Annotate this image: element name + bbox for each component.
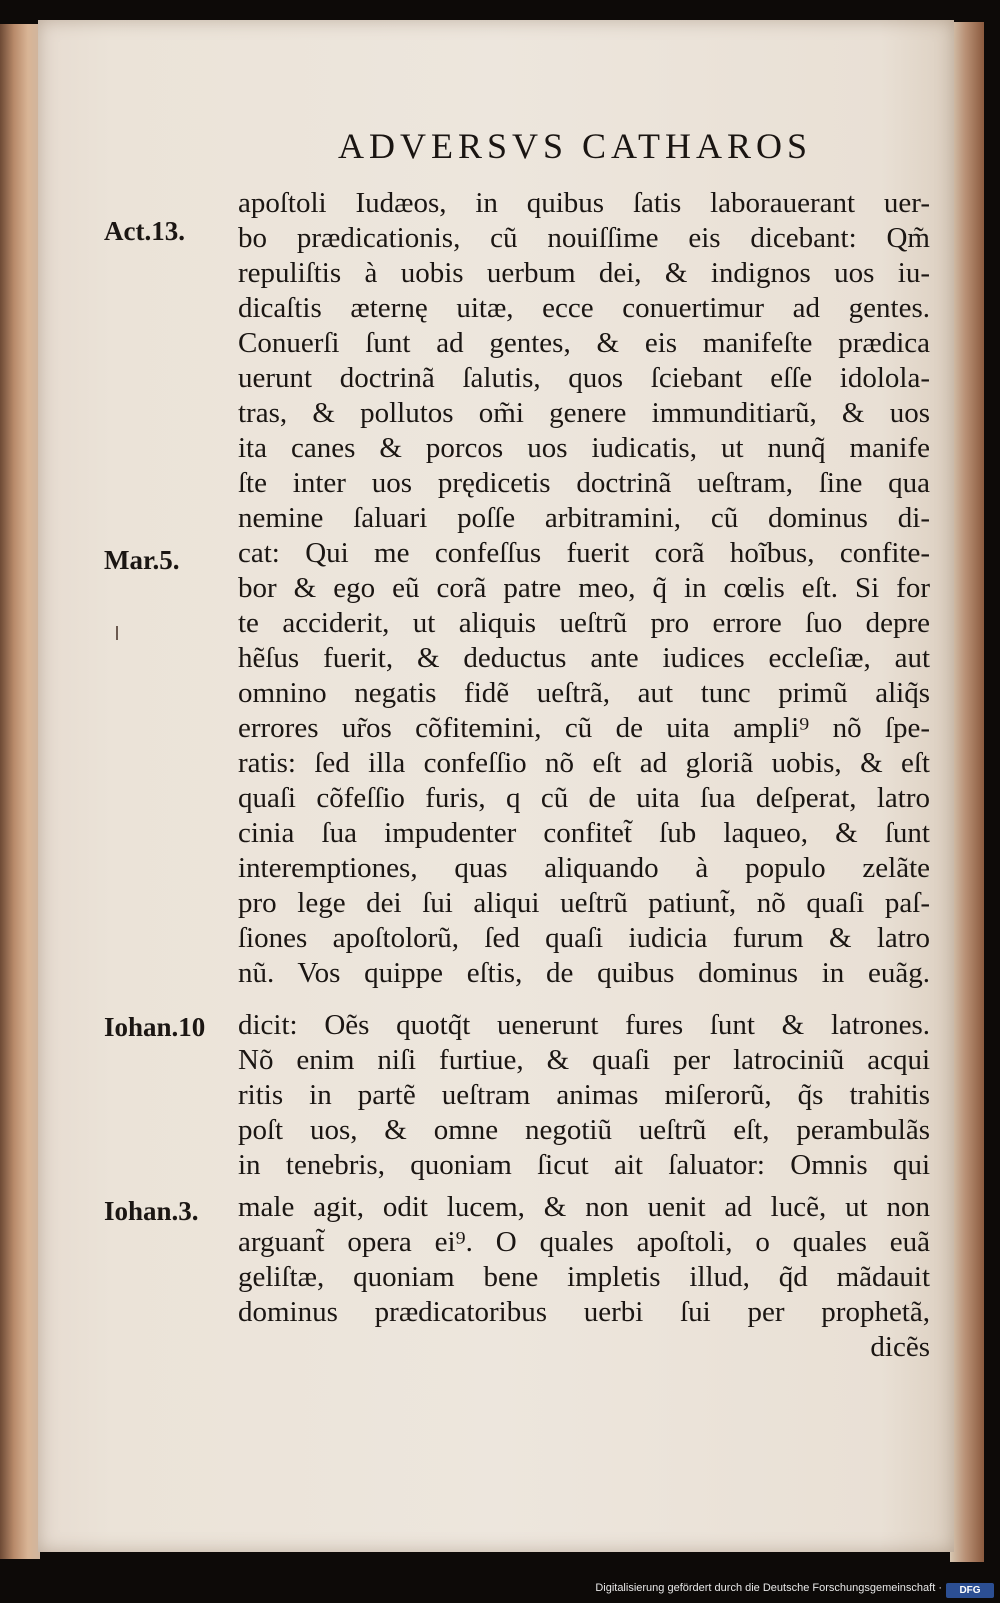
text-line-17: ratis: ſed illa confeſſio nõ eſt ad gloriã uobis, & eſt xyxy=(238,747,930,779)
text-line-3: repuliſtis à uobis uerbum dei, & indignos uos iu- xyxy=(238,257,930,289)
text-line-6: uerunt doctrinã ſalutis, quos ſciebant eſſe idolola- xyxy=(238,362,930,394)
marginal-note-mar: Mar.5. xyxy=(104,545,180,575)
text-line-13: te acciderit, ut aliquis ueſtrũ pro errore ſuo depre xyxy=(238,607,930,639)
text-line-29: male agit, odit lucem, & non uenit ad lucẽ, ut non xyxy=(238,1191,930,1223)
text-line-1: apoſtoli Iudæos, in quibus ſatis laborauerant uer- xyxy=(238,187,930,219)
text-line-4: dicaſtis æternę uitæ, ecce conuertimur ad gentes. xyxy=(238,292,930,324)
text-line-16: errores ur̃os cõfitemini, cũ de uita ampli⁹ nõ ſpe- xyxy=(238,712,930,744)
text-line-27: poſt uos, & omne negotiũ ueſtrũ eſt, perambulãs xyxy=(238,1114,930,1146)
text-line-18: quaſi cõfeſſio furis, q cũ de uita ſua deſperat, latro xyxy=(238,782,930,814)
text-line-22: ſiones apoſtolorũ, ſed quaſi iudicia furum & latro xyxy=(238,922,930,954)
text-line-26: ritis in partẽ ueſtram animas miſerorũ, q̃s trahitis xyxy=(238,1079,930,1111)
digitization-footer xyxy=(0,1578,1000,1603)
book-edge-right xyxy=(950,22,984,1562)
text-line-14: hẽſus fuerit, & deductus ante iudices eccleſiæ, aut xyxy=(238,642,930,674)
text-line-5: Conuerſi ſunt ad gentes, & eis manifeſte prædica xyxy=(238,327,930,359)
stray-ink-mark xyxy=(116,626,118,640)
text-line-19: cinia ſua impudenter confitet̃ ſub laqueo, & ſunt xyxy=(238,817,930,849)
text-line-20: interemptiones, quas aliquando à populo zelãte xyxy=(238,852,930,884)
text-line-25: Nõ enim niſi furtiue, & quaſi per latrociniũ acqui xyxy=(238,1044,930,1076)
marginal-note-iohan-3: Iohan.3. xyxy=(104,1196,199,1226)
book-edge-left xyxy=(0,24,40,1559)
marginal-note-iohan-10: Iohan.10 xyxy=(104,1012,206,1042)
text-line-21: pro lege dei ſui aliqui ueſtrũ patiunt̃, nõ quaſi paſ- xyxy=(238,887,930,919)
text-line-24: dicit: Oẽs quotq̃t uenerunt fures ſunt & latrones. xyxy=(238,1009,930,1041)
dfg-logo-badge: DFG xyxy=(946,1583,994,1598)
running-head: ADVERSVS CATHAROS xyxy=(338,126,813,166)
text-line-32: dominus prædicatoribus uerbi ſui per prophetã, xyxy=(238,1296,930,1328)
text-line-23: nũ. Vos quippe eſtis, de quibus dominus in euãg. xyxy=(238,957,930,989)
footer-credit-text: Digitalisierung gefördert durch die Deutsche Forschungsgemeinschaft · xyxy=(595,1582,942,1594)
text-line-30: arguant̃ opera ei⁹. O quales apoſtoli, o quales euã xyxy=(238,1226,930,1258)
marginal-note-act: Act.13. xyxy=(104,216,185,246)
text-line-8: ita canes & porcos uos iudicatis, ut nunq̃ manife xyxy=(238,432,930,464)
text-line-12: bor & ego eũ corã patre meo, q̃ in cœlis eſt. Si for xyxy=(238,572,930,604)
text-line-catchword: dicẽs xyxy=(870,1331,930,1363)
text-line-10: nemine ſaluari poſſe arbitramini, cũ dominus di- xyxy=(238,502,930,534)
text-line-11: cat: Qui me confeſſus fuerit corã hoĩbus, confite- xyxy=(238,537,930,569)
text-line-15: omnino negatis fidẽ ueſtrã, aut tunc primũ aliq̃s xyxy=(238,677,930,709)
text-line-31: geliſtæ, quoniam bene impletis illud, q̃d mãdauit xyxy=(238,1261,930,1293)
text-line-9: ſte inter uos prędicetis doctrinã ueſtram, ſine qua xyxy=(238,467,930,499)
text-line-2: bo prædicationis, cũ nouiſſime eis dicebant: Qm̃ xyxy=(238,222,930,254)
text-line-28: in tenebris, quoniam ſicut ait ſaluator: Omnis qui xyxy=(238,1149,930,1181)
text-line-7: tras, & pollutos om̃i genere immunditiarũ, & uos xyxy=(238,397,930,429)
